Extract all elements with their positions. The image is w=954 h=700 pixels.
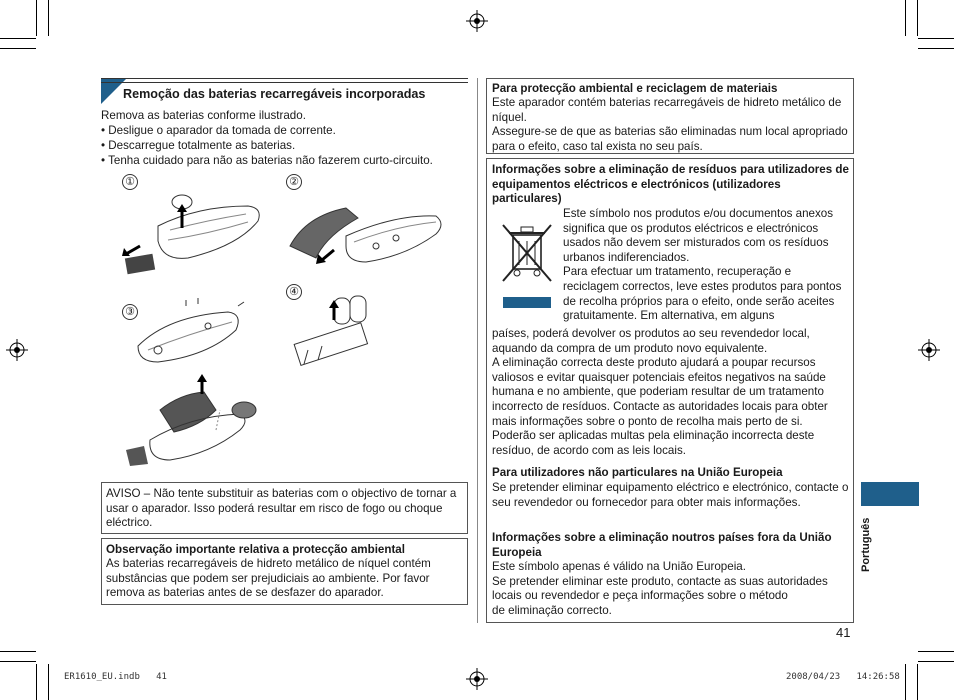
crop-mark [905,664,906,700]
outside-eu-title: Informações sobre a eliminação noutros países fora da União Europeia [492,531,832,559]
registration-mark [6,339,28,361]
language-label: Português [860,517,872,572]
registration-mark [466,668,488,690]
crop-mark [48,0,49,36]
crop-mark [918,38,954,39]
crop-mark [0,48,36,49]
environment-box [486,78,854,154]
registration-mark [466,10,488,32]
crop-mark [0,38,36,39]
page-number: 41 [836,625,851,640]
trimmer-illustration-3 [128,296,250,372]
wheelie-bin-crossed-icon [499,223,555,285]
crop-mark [0,651,36,652]
step-number-2: ② [286,174,302,190]
disposal-title: Informações sobre a eliminação de resíduos para utilizadores de equipamentos eléctricos e electrónicos (utilizadores particulares) [492,163,849,206]
crop-mark [918,661,954,662]
crop-mark [0,661,36,662]
disposal-info-box [486,158,854,623]
observation-text: As baterias recarregáveis de hidreto metálico de níquel contém substâncias que podem ser prejudiciais ao ambiente. Por favor remova as baterias antes de se desfazer do aparador. [106,557,431,600]
crop-mark [36,664,37,700]
observation-title: Observação importante relativa a protecção ambiental [106,543,405,556]
bullet-item: • Descarregue totalmente as baterias. [101,139,296,152]
crop-mark [918,48,954,49]
trimmer-illustration-5 [120,370,270,470]
eu-title: Para utilizadores não particulares na União Europeia [492,466,783,479]
disposal-symbol-text: Este símbolo nos produtos e/ou documentos anexos significa que os produtos eléctricos e electrónicos usados não devem ser misturados com os resíduos urbanos indiferenciados. Para efectuar um tratamento, recuperação e reciclagem correctos, leve estes produtos para pontos de recolha próprios para o efeito, onde serão aceites gratuitamente. Em alternativa, em alguns [563,207,842,323]
step-number-1: ① [122,174,138,190]
crop-mark [905,0,906,36]
crop-mark [917,0,918,36]
disposal-text: países, poderá devolver os produtos ao seu revendedor local, aquando da compra de um produto novo equivalente. A eliminação correcta deste produto ajudará a poupar recursos valiosos e evitar quaisquer potenciais efeitos negativos na saúde humana e no ambiente, que poderiam resultar de um tratamento incorrecto de resíduos. Contacte as autoridades locais para obter mais informações sobre o ponto de recolha mais perto de si. Poderão ser aplicadas multas pela eliminação incorrecta deste resíduo, de acordo com as leis locais. [492,327,828,457]
outside-eu-text: Este símbolo apenas é válido na União Europeia. Se pretender eliminar este produto, contacte as suas autoridades locais ou revendedor e peça informações sobre o método de eliminação correcto. [492,560,828,617]
battery-illustration-4 [288,290,384,374]
bullet-item: • Tenha cuidado para não as baterias não fazerem curto-circuito. [101,154,433,167]
crop-mark [918,651,954,652]
footer-timestamp: 2008/04/23 14:26:58 [786,672,900,682]
bullet-item: • Desligue o aparador da tomada de corrente. [101,124,336,137]
section-title: Remoção das baterias recarregáveis incorporadas [123,87,426,101]
eu-text: Se pretender eliminar equipamento eléctrico e electrónico, contacte o seu revendedor ou fornecedor para obter mais informações. [492,481,849,509]
intro-text: Remova as baterias conforme ilustrado. [101,109,306,122]
warning-text: AVISO – Não tente substituir as baterias com o objectivo de tornar a usar o aparador. Isso poderá resultar em risco de fogo ou choque eléctrico. [106,487,457,530]
observation-box [101,538,468,605]
step-number-4: ④ [286,284,302,300]
column-divider [477,78,478,623]
crop-mark [48,664,49,700]
environment-text: Este aparador contém baterias recarregáveis de hidreto metálico de níquel. Assegure-se de que as baterias são eliminadas num local apropriado para o efeito, caso tal exista no seu país. [492,96,848,153]
step-number-3: ③ [122,304,138,320]
warning-box [101,482,468,534]
language-tab [861,482,919,506]
registration-mark [918,339,940,361]
section-heading [101,78,468,104]
trimmer-illustration-2 [286,196,446,272]
environment-title: Para protecção ambiental e reciclagem de materiais [492,82,778,95]
crop-mark [36,0,37,36]
trimmer-illustration-1 [118,186,268,278]
black-bar-symbol [503,297,551,308]
footer-file: ER1610_EU.indb 41 [64,672,167,682]
crop-mark [917,664,918,700]
